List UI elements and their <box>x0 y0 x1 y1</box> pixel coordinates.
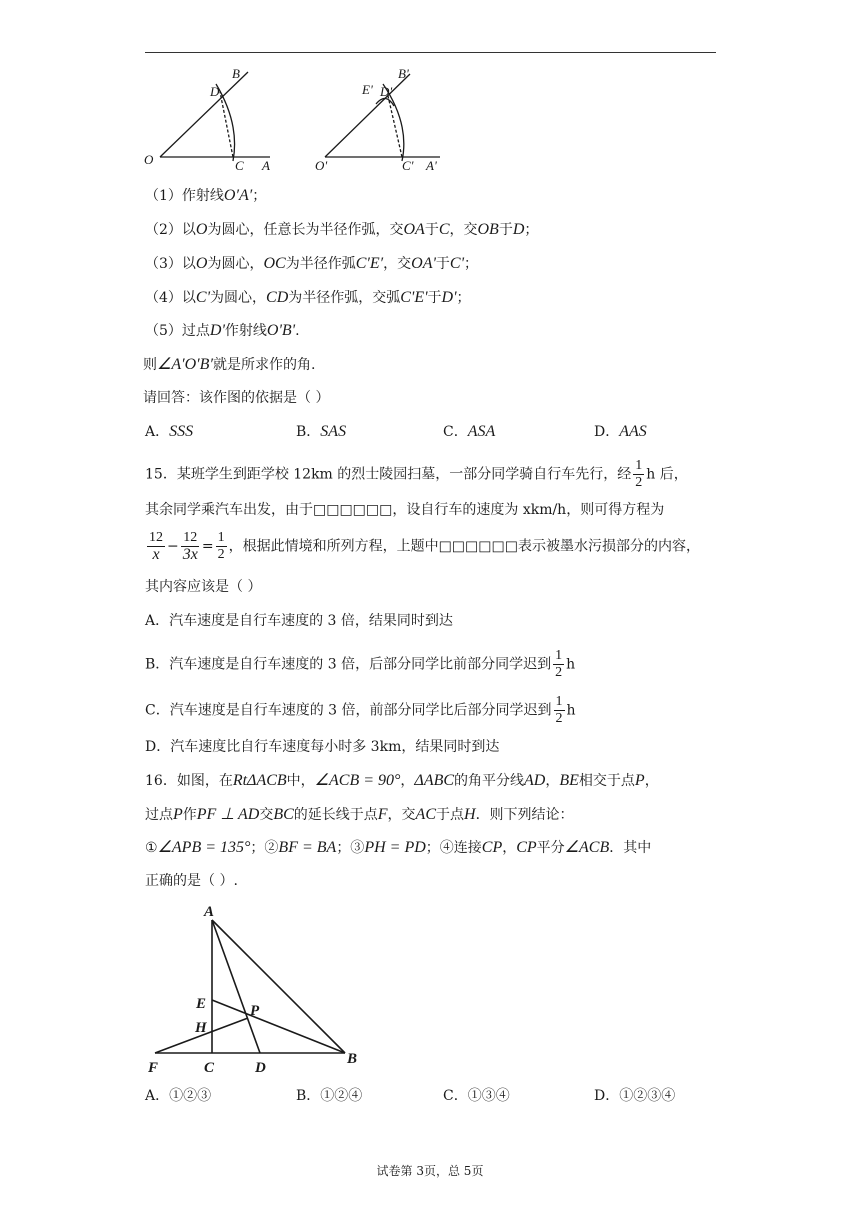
label-c: C <box>235 158 244 173</box>
label-d2: D' <box>380 84 393 99</box>
q15-line-1: 15．某班学生到距学校 12km 的烈士陵园扫墓，一部分同学骑自行车先行，经 $\frac{1}{2}$ h 后， <box>145 458 688 490</box>
q14-option-a[interactable]: A．SSS <box>145 423 194 440</box>
label-o2: O' <box>315 158 328 173</box>
q14-step-5: （5）过点D'作射线O'B'. <box>145 322 300 339</box>
fraction-half: $\frac{1}{2}$ <box>635 458 643 490</box>
q14-step-1: （1）作射线O′A′； <box>145 187 267 204</box>
label-d: D <box>255 1060 266 1076</box>
fraction-half-b: $\frac{1}{2}$ <box>555 648 563 680</box>
q15-option-c[interactable]: C．汽车速度是自行车速度的 3 倍，前部分同学比后部分同学迟到 $\frac{1}{2}$ h <box>145 694 576 726</box>
q14-option-b[interactable]: B．SAS <box>296 423 347 440</box>
label-h: H <box>195 1020 207 1036</box>
q15-line-4: 其内容应该是（ ） <box>145 579 262 595</box>
q16-option-d[interactable]: D．①②③④ <box>594 1088 676 1104</box>
label-a2: A' <box>426 158 437 173</box>
label-o: O <box>144 152 154 167</box>
q14-step-2: （2）以O为圆心，任意长为半径作弧，交OA于C，交OB于D； <box>145 221 539 238</box>
q16-line-1: 16．如图，在RtΔACB中，∠ACB = 90°，ΔABC的角平分线AD，BE相交于点P， <box>145 772 659 789</box>
q16-line-2: 过点P作PF ⊥ AD交BC的延长线于点F，交AC于点H．则下列结论： <box>145 806 574 823</box>
angle-construction-figure <box>140 62 450 180</box>
label-b: B <box>347 1051 358 1067</box>
label-f: F <box>148 1060 159 1076</box>
page-footer: 试卷第 3页，总 5页 <box>376 1164 484 1178</box>
q14-conclusion: 则∠A′O′B′就是所求作的角. <box>143 356 316 373</box>
fraction-1-2: $\frac{1}{2}$ <box>217 530 225 562</box>
label-a: A <box>204 904 215 920</box>
label-c: C <box>204 1060 215 1076</box>
label-d: D <box>210 84 220 99</box>
fraction-half-c: $\frac{1}{2}$ <box>555 694 563 726</box>
q15-option-d[interactable]: D．汽车速度比自行车速度每小时多 3km，结果同时到达 <box>145 739 500 755</box>
q15-option-b[interactable]: B．汽车速度是自行车速度的 3 倍，后部分同学比前部分同学迟到 $\frac{1}{2}$ h <box>145 648 576 680</box>
q14-option-d[interactable]: D．AAS <box>594 423 647 440</box>
q14-step-4: （4）以C'为圆心，CD为半径作弧，交弧C'E'于D'； <box>145 289 471 306</box>
label-e: E <box>196 996 207 1012</box>
q14-question: 请回答：该作图的依据是（ ） <box>143 390 330 406</box>
bisector-ad <box>212 920 260 1053</box>
q15-line-3: $\frac{12}{x}$ − $\frac{12}{3x}$ = $\frac{1}{2}$ ，根据此情境和所列方程，上题中□□□□□□表示被墨水污损部分的内容， <box>149 530 700 563</box>
q15-option-a[interactable]: A．汽车速度是自行车速度的 3 倍，结果同时到达 <box>145 613 453 629</box>
q15-line-2: 其余同学乘汽车出发，由于□□□□□□，设自行车的速度为 xkm/h，则可得方程为 <box>145 502 665 518</box>
q16-line-3: ①∠APB = 135°；②BF = BA；③PH = PD；④连接CP，CP平分∠ACB．其中 <box>145 839 652 856</box>
label-c2: C' <box>402 158 414 173</box>
header-rule <box>145 52 716 53</box>
label-b: B <box>232 66 240 81</box>
label-a: A <box>262 158 270 173</box>
fraction-12-3x: $\frac{12}{3x}$ <box>182 530 198 563</box>
label-p: P <box>250 1003 260 1019</box>
q16-option-c[interactable]: C．①③④ <box>443 1088 510 1104</box>
q16-line-4: 正确的是（ ）. <box>145 873 238 889</box>
label-b2: B' <box>398 66 409 81</box>
q14-step-3: （3）以O为圆心，OC为半径作弧C′E′，交OA'于C'； <box>145 255 479 272</box>
q16-option-a[interactable]: A．①②③ <box>145 1088 212 1104</box>
side-ab <box>212 920 345 1053</box>
q16-option-b[interactable]: B．①②④ <box>296 1088 363 1104</box>
label-e2: E' <box>362 82 373 97</box>
bisector-be <box>212 1000 345 1053</box>
q14-option-c[interactable]: C．ASA <box>443 423 496 440</box>
triangle-figure <box>140 898 380 1078</box>
fraction-12-x: $\frac{12}{x}$ <box>149 530 163 563</box>
dashed-cd <box>220 92 233 157</box>
